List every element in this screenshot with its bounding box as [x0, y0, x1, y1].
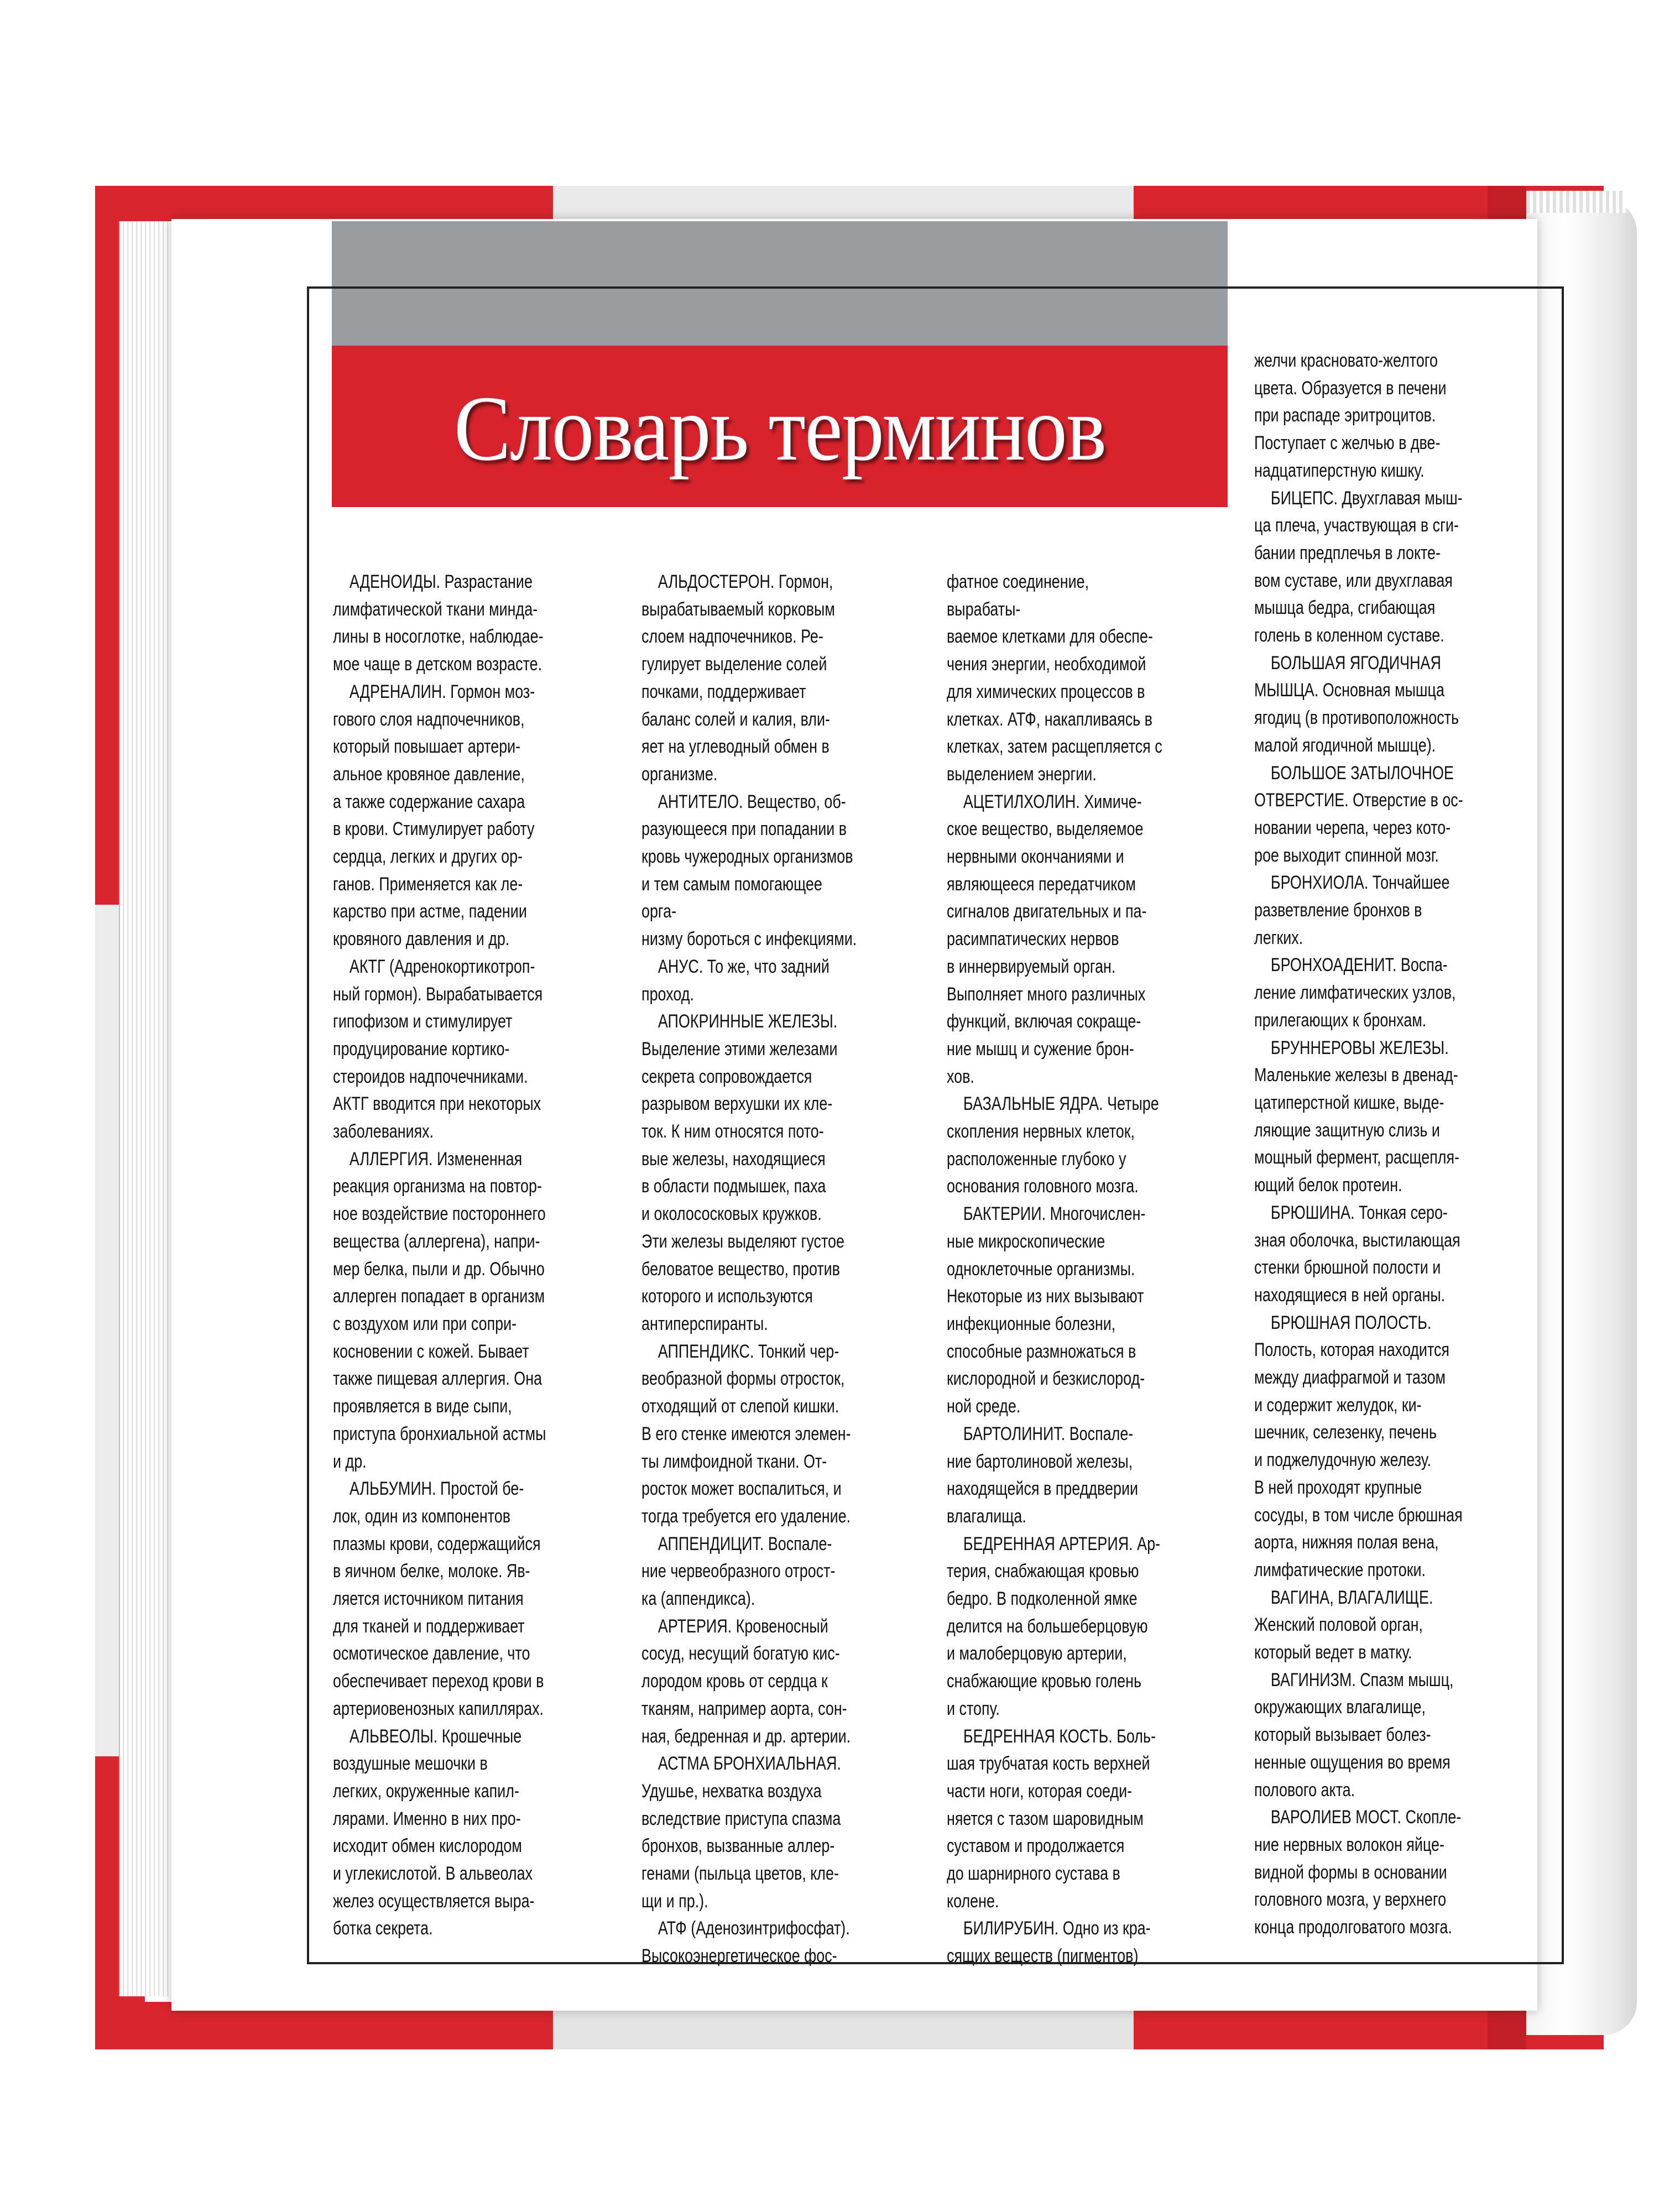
text-column-2: [641, 568, 918, 1970]
text-line: ты лимфоидной ткани. От-: [641, 1451, 827, 1472]
text-line: ца плеча, участвующая в сги-: [1254, 515, 1459, 536]
text-line: АКТГ вводится при некоторых: [333, 1093, 541, 1115]
text-line: прилегающих к бронхам.: [1254, 1009, 1427, 1031]
text-line: БИЦЕПС. Двухглавая мыш-: [1254, 487, 1463, 509]
text-line: БРОНХОАДЕНИТ. Воспа-: [1254, 954, 1448, 976]
text-line: веобразной формы отросток,: [641, 1368, 845, 1390]
text-line: приступа бронхиальной астмы: [333, 1423, 546, 1444]
text-line: способные размножаться в: [947, 1340, 1136, 1362]
text-line: гулирует выделение солей: [641, 654, 827, 675]
text-line: мое чаще в детском возрасте.: [333, 654, 542, 675]
text-line: БЕДРЕННАЯ АРТЕРИЯ. Ар-: [947, 1533, 1160, 1554]
text-line: конца продолговатого мозга.: [1254, 1917, 1452, 1938]
text-line: ляется источником питания: [333, 1588, 524, 1610]
header-gray-bar: [332, 221, 1228, 346]
text-line: ОТВЕРСТИЕ. Отверстие в ос-: [1254, 790, 1463, 811]
text-line: БИЛИРУБИН. Одно из кра-: [947, 1918, 1151, 1939]
text-line: цатиперстной кишке, выде-: [1254, 1092, 1444, 1113]
text-line: который повышает артери-: [333, 736, 521, 758]
text-line: а также содержание сахара: [333, 791, 525, 812]
text-line: зная оболочка, выстилающая: [1254, 1229, 1460, 1251]
text-line: цвета. Образуется в печени: [1254, 377, 1447, 399]
text-line: между диафрагмой и тазом: [1254, 1367, 1446, 1389]
text-line: щи и пр.).: [641, 1890, 708, 1912]
text-line: Высокоэнергетическое фос-: [641, 1945, 837, 1967]
text-line: БОЛЬШОЕ ЗАТЫЛОЧНОЕ: [1254, 762, 1454, 784]
text-line: новании черепа, через кото-: [1254, 817, 1451, 838]
text-line: ние бартолиновой железы,: [947, 1451, 1133, 1472]
text-line: в области подмышек, паха: [641, 1176, 826, 1197]
text-line: лины в носоглотке, наблюдае-: [333, 626, 544, 648]
text-line: АРТЕРИЯ. Кровеносный: [641, 1615, 828, 1637]
text-line: функций, включая сокраще-: [947, 1011, 1141, 1032]
text-line: В ней проходят крупные: [1254, 1477, 1422, 1498]
text-line: косновении с кожей. Бывает: [333, 1340, 529, 1362]
text-line: Некоторые из них вызывают: [947, 1286, 1144, 1307]
text-line: вырабатываемый корковым: [641, 598, 835, 620]
text-line: ная, бедренная и др. артерии.: [641, 1725, 851, 1747]
text-line: лородом кровь от сердца к: [641, 1671, 828, 1692]
text-line: организме.: [641, 763, 718, 785]
text-line: бедро. В подколенной ямке: [947, 1588, 1138, 1610]
text-line: сосуды, в том числе брюшная: [1254, 1504, 1463, 1526]
text-line: вещества (аллергена), напри-: [333, 1230, 540, 1252]
text-line: Женский половой орган,: [1254, 1614, 1423, 1636]
text-line: отходящий от слепой кишки.: [641, 1396, 839, 1417]
text-line: беловатое вещество, против: [641, 1258, 840, 1280]
text-line: сердца, легких и других ор-: [333, 846, 523, 868]
text-line: видной формы в основании: [1254, 1861, 1447, 1883]
text-line: клетках. АТФ, накапливаясь в: [947, 708, 1152, 730]
text-line: стенки брюшной полости и: [1254, 1257, 1441, 1279]
text-line: Полость, которая находится: [1254, 1339, 1449, 1361]
text-line: Маленькие железы в двенад-: [1254, 1065, 1458, 1086]
text-line: бронхов, вызванные аллер-: [641, 1835, 835, 1857]
text-line: БРОНХИОЛА. Тончайшее: [1254, 872, 1450, 894]
text-line: и содержит желудок, ки-: [1254, 1394, 1422, 1416]
text-line: АЛЛЕРГИЯ. Измененная: [333, 1148, 523, 1170]
text-line: в крови. Стимулирует работу: [333, 818, 535, 840]
text-line: в яичном белке, молоке. Яв-: [333, 1561, 530, 1582]
text-line: генами (пыльца цветов, кле-: [641, 1863, 839, 1885]
text-line: ной среде.: [947, 1396, 1021, 1417]
text-line: АСТМА БРОНХИАЛЬНАЯ.: [641, 1753, 841, 1775]
text-line: БОЛЬШАЯ ЯГОДИЧНАЯ: [1254, 652, 1441, 674]
text-line: и углекислотой. В альвеолах: [333, 1863, 533, 1885]
text-line: ское вещество, выделяемое: [947, 818, 1144, 840]
text-line: Эти железы выделяют густое: [641, 1230, 844, 1252]
text-line: и др.: [333, 1451, 367, 1472]
page-curl-right: [1526, 199, 1637, 2035]
text-line: рое выходит спинной мозг.: [1254, 844, 1439, 866]
text-line: терия, снабжающая кровью: [947, 1561, 1139, 1582]
text-line: и малоберцовую артерии,: [947, 1643, 1127, 1665]
text-line: артериовенозных капиллярах.: [333, 1698, 544, 1719]
text-line: при распаде эритроцитов.: [1254, 405, 1436, 426]
text-line: скопления нервных клеток,: [947, 1121, 1135, 1142]
text-line: являющееся передатчиком: [947, 873, 1136, 895]
text-line: Выделение этими железами: [641, 1038, 838, 1060]
text-line: АППЕНДИКС. Тонкий чер-: [641, 1340, 839, 1362]
text-line: В его стенке имеются элемен-: [641, 1423, 851, 1444]
text-line: АЛЬБУМИН. Простой бе-: [333, 1478, 524, 1500]
text-line: и околососковых кружков.: [641, 1203, 822, 1225]
text-line: сигналов двигательных и па-: [947, 901, 1147, 922]
text-column-4: [1254, 347, 1542, 1942]
text-line: которого и используются: [641, 1286, 813, 1307]
text-line: Поступает с желчью в две-: [1254, 432, 1441, 454]
text-line: разующееся при попадании в: [641, 818, 847, 840]
text-line: вые железы, находящиеся: [641, 1148, 826, 1170]
text-line: суставом и продолжается: [947, 1835, 1125, 1857]
text-line: шечник, селезенку, печень: [1254, 1422, 1437, 1443]
text-line: который вызывает болез-: [1254, 1724, 1431, 1746]
text-line: шая трубчатая кость верхней: [947, 1753, 1150, 1775]
text-line: АТФ (Аденозинтрифосфат).: [641, 1918, 850, 1939]
text-line: клетках, затем расщепляется с: [947, 736, 1162, 758]
text-line: продуцирование кортико-: [333, 1038, 510, 1060]
text-line: яет на углеводный обмен в: [641, 736, 830, 758]
text-line: БРЮШИНА. Тонкая серо-: [1254, 1202, 1448, 1223]
text-line: проход.: [641, 983, 694, 1005]
text-line: антиперспиранты.: [641, 1313, 768, 1334]
text-line: ное воздействие постороннего: [333, 1203, 546, 1225]
text-line: осмотическое давление, что: [333, 1643, 530, 1665]
text-line: ние мышц и сужение брон-: [947, 1038, 1134, 1060]
text-line: почками, поддерживает: [641, 681, 806, 702]
text-line: который ведет в матку.: [1254, 1642, 1412, 1663]
text-line: легких, окруженные капил-: [333, 1780, 519, 1802]
text-line: АНУС. То же, что задний: [641, 956, 830, 977]
text-line: АППЕНДИЦИТ. Воспале-: [641, 1533, 832, 1554]
text-line: хов.: [947, 1066, 974, 1087]
text-line: тканям, например аорта, сон-: [641, 1698, 847, 1719]
text-line: и поджелудочную железу.: [1254, 1449, 1431, 1471]
text-line: проявляется в виде сыпи,: [333, 1396, 512, 1417]
text-line: фатное соединение, вырабаты-: [947, 571, 1089, 620]
text-line: АДЕНОИДЫ. Разрастание: [333, 571, 533, 592]
text-line: ботка секрета.: [333, 1918, 433, 1939]
text-line: полового акта.: [1254, 1779, 1355, 1801]
text-line: АПОКРИННЫЕ ЖЕЛЕЗЫ.: [641, 1011, 838, 1032]
text-line: стероидов надпочечниками.: [333, 1066, 528, 1087]
text-line: лимфатической ткани минда-: [333, 598, 538, 620]
text-line: воздушные мешочки в: [333, 1753, 488, 1775]
text-line: лимфатические протоки.: [1254, 1559, 1426, 1580]
page-title: Словарь терминов: [453, 377, 1106, 480]
text-line: для химических процессов в: [947, 681, 1145, 702]
text-line: надцатиперстную кишку.: [1254, 460, 1425, 481]
text-line: делится на большеберцовую: [947, 1615, 1148, 1637]
text-line: сящих веществ (пигментов): [947, 1945, 1139, 1967]
text-line: влагалища.: [947, 1505, 1026, 1527]
text-line: чения энергии, необходимой: [947, 654, 1146, 675]
text-line: ягодиц (в противоположность: [1254, 707, 1459, 729]
text-line: ВАГИНИЗМ. Спазм мышц,: [1254, 1669, 1454, 1691]
text-line: низму бороться с инфекциями.: [641, 928, 857, 950]
text-line: гипофизом и стимулирует: [333, 1011, 513, 1032]
text-line: до шарнирного сустава в: [947, 1863, 1120, 1885]
text-line: АНТИТЕЛО. Вещество, об-: [641, 791, 846, 812]
text-line: инфекционные болезни,: [947, 1313, 1116, 1334]
text-line: вследствие приступа спазма: [641, 1808, 841, 1829]
text-line: кровяного давления и др.: [333, 928, 510, 950]
text-line: малой ягодичной мышце).: [1254, 734, 1436, 756]
text-line: части ноги, которая соеди-: [947, 1780, 1133, 1802]
text-line: мышца бедра, сгибающая: [1254, 597, 1436, 619]
text-line: БАРТОЛИНИТ. Воспале-: [947, 1423, 1134, 1444]
text-line: ние нервных волокон яйце-: [1254, 1834, 1444, 1855]
text-line: МЫШЦА. Основная мышца: [1254, 680, 1444, 701]
text-line: карство при астме, падении: [333, 901, 527, 922]
text-line: ВАГИНА, ВЛАГАЛИЩЕ.: [1254, 1587, 1433, 1608]
text-line: выделением энергии.: [947, 763, 1097, 785]
text-line: мер белка, пыли и др. Обычно: [333, 1258, 545, 1280]
text-line: ВАРОЛИЕВ МОСТ. Скопле-: [1254, 1807, 1462, 1828]
text-line: одноклеточные организмы.: [947, 1258, 1135, 1280]
text-line: кислородной и безкислород-: [947, 1368, 1145, 1390]
text-line: АКТГ (Адренокортикотроп-: [333, 956, 535, 977]
text-line: бании предплечья в локте-: [1254, 542, 1441, 564]
text-line: нервными окончаниями и: [947, 846, 1124, 868]
text-line: аорта, нижняя полая вена,: [1254, 1532, 1439, 1553]
text-line: АДРЕНАЛИН. Гормон моз-: [333, 681, 535, 702]
text-column-1: [333, 568, 609, 1943]
text-line: обеспечивает переход крови в: [333, 1671, 544, 1692]
text-line: легких.: [1254, 927, 1303, 948]
text-line: исходит обмен кислородом: [333, 1835, 522, 1857]
text-line: находящиеся в ней органы.: [1254, 1284, 1446, 1306]
text-line: гового слоя надпочечников,: [333, 708, 525, 730]
text-line: ток. К ним относятся пото-: [641, 1121, 824, 1142]
text-line: расположенные глубоко у: [947, 1148, 1126, 1170]
text-line: колене.: [947, 1890, 999, 1912]
text-line: ваемое клетками для обеспе-: [947, 626, 1153, 648]
text-line: слоем надпочечников. Ре-: [641, 626, 823, 648]
text-line: для тканей и поддерживает: [333, 1615, 525, 1637]
text-line: секрета сопровождается: [641, 1066, 812, 1087]
text-line: реакция организма на повтор-: [333, 1176, 542, 1197]
text-line: лярами. Именно в них про-: [333, 1808, 521, 1829]
text-line: БАЗАЛЬНЫЕ ЯДРА. Четыре: [947, 1093, 1159, 1115]
text-line: кровь чужеродных организмов: [641, 846, 853, 868]
text-line: ный гормон). Вырабатывается: [333, 983, 543, 1005]
text-line: также пищевая аллергия. Она: [333, 1368, 542, 1390]
text-line: ные микроскопические: [947, 1230, 1105, 1252]
text-line: ка (аппендикса).: [641, 1588, 755, 1610]
text-line: баланс солей и калия, вли-: [641, 708, 831, 730]
text-line: находящейся в преддверии: [947, 1478, 1139, 1500]
text-line: Выполняет много различных: [947, 983, 1146, 1005]
text-line: росток может воспалиться, и: [641, 1478, 842, 1500]
text-line: АЦЕТИЛХОЛИН. Химиче-: [947, 791, 1142, 812]
text-line: ние червеобразного отрост-: [641, 1561, 836, 1582]
text-line: лок, один из компонентов: [333, 1505, 511, 1527]
text-line: ление лимфатических узлов,: [1254, 982, 1456, 1004]
text-line: голень в коленном суставе.: [1254, 625, 1444, 646]
text-line: разветвление бронхов в: [1254, 900, 1422, 921]
text-column-3: [947, 568, 1223, 1970]
text-line: ганов. Применяется как ле-: [333, 873, 523, 895]
text-line: желчи красновато-желтого: [1254, 350, 1438, 371]
text-line: Удушье, нехватка воздуха: [641, 1780, 822, 1802]
text-line: БРЮШНАЯ ПОЛОСТЬ.: [1254, 1312, 1432, 1333]
text-line: плазмы крови, содержащийся: [333, 1533, 541, 1554]
text-line: головного мозга, у верхнего: [1254, 1889, 1447, 1911]
text-line: ненные ощущения во время: [1254, 1751, 1451, 1773]
text-line: окружающих влагалище,: [1254, 1697, 1426, 1718]
text-line: аллерген попадает в организм: [333, 1286, 545, 1307]
text-line: разрывом верхушки их кле-: [641, 1093, 833, 1115]
text-line: и стопу.: [947, 1698, 1000, 1719]
text-line: сосуд, несущий богатую кис-: [641, 1643, 840, 1665]
text-line: желез осуществляется выра-: [333, 1890, 535, 1912]
text-line: АЛЬДОСТЕРОН. Гормон,: [641, 571, 833, 592]
text-line: альное кровяное давление,: [333, 763, 525, 785]
text-line: расимпатических нервов: [947, 928, 1119, 950]
text-line: вом суставе, или двухглавая: [1254, 570, 1453, 591]
text-line: БЕДРЕННАЯ КОСТЬ. Боль-: [947, 1725, 1156, 1747]
text-line: БАКТЕРИИ. Многочислен-: [947, 1203, 1146, 1225]
text-line: няется с тазом шаровидным: [947, 1808, 1144, 1829]
text-line: заболеваниях.: [333, 1121, 434, 1142]
text-line: ющий белок протеин.: [1254, 1175, 1402, 1196]
text-line: БРУННЕРОВЫ ЖЕЛЕЗЫ.: [1254, 1037, 1449, 1058]
text-line: основания головного мозга.: [947, 1176, 1139, 1197]
page-stack-top-edge: [1526, 191, 1626, 213]
text-line: ляющие защитную слизь и: [1254, 1119, 1440, 1141]
text-line: мощный фермент, расщепля-: [1254, 1147, 1460, 1168]
text-line: АЛЬВЕОЛЫ. Крошечные: [333, 1725, 522, 1747]
text-line: снабжающие кровью голень: [947, 1671, 1141, 1692]
text-line: с воздухом или при сопри-: [333, 1313, 517, 1334]
text-line: в иннервируемый орган.: [947, 956, 1116, 977]
text-line: тогда требуется его удаление.: [641, 1505, 851, 1527]
text-line: и тем самым помогающее орга-: [641, 873, 822, 922]
